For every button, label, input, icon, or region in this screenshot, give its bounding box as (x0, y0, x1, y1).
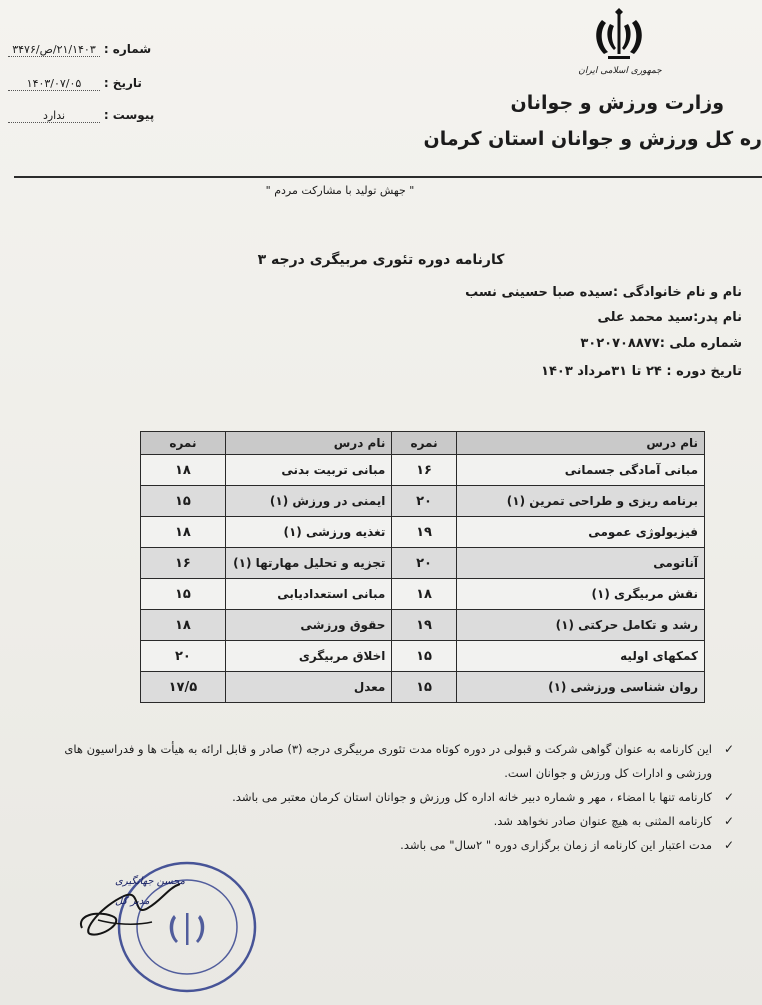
note-item: ✓ مدت اعتبار این کارنامه از زمان برگزاری دوره " ۲سال" می باشد. (34, 833, 734, 857)
subject-cell: روان شناسی ورزشی (۱) (456, 672, 704, 703)
directorate-name: ره کل ورزش و جوانان استان کرمان (423, 128, 762, 150)
grade-cell: ۱۶ (392, 455, 456, 486)
note-item: ✓ کارنامه تنها با امضاء ، مهر و شماره دبیر خانه اداره کل ورزش و جوانان استان کرمان معتبر می باشد. (34, 785, 734, 809)
grades-header-row (141, 432, 705, 455)
subject-cell: کمکهای اولیه (456, 641, 704, 672)
grade-cell: ۱۵ (392, 641, 456, 672)
subject-cell: حقوق ورزشی (225, 610, 392, 641)
header-subject-1: نام درس (456, 432, 704, 455)
table-row (141, 641, 705, 672)
ministry-name: وزارت ورزش و جوانان (510, 92, 724, 114)
note-item: ✓ کارنامه المثنی به هیچ عنوان صادر نخواهد شد. (34, 809, 734, 833)
subject-cell: نقش مربیگری (۱) (456, 579, 704, 610)
header-subject-2: نام درس (225, 432, 392, 455)
subject-cell: ایمنی در ورزش (۱) (225, 486, 392, 517)
number-label: شماره : (103, 42, 152, 56)
note-item: ✓ این کارنامه به عنوان گواهی شرکت و قبولی در دوره کوتاه مدت تئوری مربیگری درجه (۳) صادر و قابل ارائه به هیأت ها و فدراسیون های ورزشی و ادارات کل ورزش و جوانان است. (34, 737, 734, 785)
grade-cell: ۲۰ (392, 548, 456, 579)
header-grade-2: نمره (141, 432, 226, 455)
letter-date-row (8, 76, 142, 91)
grade-cell: ۱۹ (392, 610, 456, 641)
grade-cell: ۱۵ (392, 672, 456, 703)
subject-cell: آناتومی (456, 548, 704, 579)
attachment-row (8, 108, 154, 123)
grade-cell: ۱۸ (141, 455, 226, 486)
grade-cell: ۱۵ (141, 579, 226, 610)
subject-cell: رشد و تکامل حرکتی (۱) (456, 610, 704, 641)
subject-cell: تجزیه و تحلیل مهارتها (۱) (225, 548, 392, 579)
student-name: نام و نام خانوادگی :سیده صبا حسینی نسب (465, 285, 742, 300)
table-row (141, 455, 705, 486)
table-row (141, 486, 705, 517)
signer-title: مدیر کل (115, 896, 150, 907)
subject-cell: مبانی استعدادیابی (225, 579, 392, 610)
subject-cell: تغذیه ورزشی (۱) (225, 517, 392, 548)
header-grade-1: نمره (392, 432, 456, 455)
subject-cell: مبانی تربیت بدنی (225, 455, 392, 486)
signer-name: محسن جهانگیری (115, 876, 186, 887)
table-row (141, 672, 705, 703)
subject-cell: فیزیولوژی عمومی (456, 517, 704, 548)
header-divider (14, 176, 762, 178)
grade-cell: ۱۵ (141, 486, 226, 517)
subject-cell: مبانی آمادگی جسمانی (456, 455, 704, 486)
grade-cell: ۱۸ (141, 610, 226, 641)
date-label: تاریخ : (103, 76, 142, 90)
date-value: ۱۴۰۳/۰۷/۰۵ (8, 77, 100, 91)
iran-emblem-icon (588, 8, 650, 66)
course-period: تاریخ دوره : ۲۴ تا ۳۱مرداد ۱۴۰۳ (541, 364, 742, 379)
table-row (141, 548, 705, 579)
notes-list (34, 737, 734, 857)
grade-cell: ۱۹ (392, 517, 456, 548)
father-name: نام پدر:سید محمد علی (597, 310, 742, 325)
grade-cell: ۲۰ (392, 486, 456, 517)
table-row (141, 579, 705, 610)
grade-cell: ۱۸ (392, 579, 456, 610)
grade-cell: ۱۸ (141, 517, 226, 548)
average-label-cell: معدل (225, 672, 392, 703)
grades-table (140, 431, 705, 703)
number-value: ۲۱/۱۴۰۳/ص/۳۴۷۶ (8, 43, 100, 57)
subject-cell: برنامه ریزی و طراحی تمرین (۱) (456, 486, 704, 517)
grade-cell: ۲۰ (141, 641, 226, 672)
average-value-cell: ۱۷/۵ (141, 672, 226, 703)
attachment-label: پیوست : (103, 108, 155, 122)
table-row (141, 517, 705, 548)
slogan: " جهش تولید با مشارکت مردم " (265, 184, 415, 197)
letter-number-row (8, 42, 151, 57)
attachment-value: ندارد (8, 109, 100, 123)
national-id: شماره ملی :۳۰۲۰۷۰۸۸۷۷ (580, 336, 742, 351)
grade-cell: ۱۶ (141, 548, 226, 579)
country-name: جمهوری اسلامی ایران (578, 66, 662, 76)
report-title: کارنامه دوره تئوری مربیگری درجه ۳ (257, 252, 505, 268)
subject-cell: اخلاق مربیگری (225, 641, 392, 672)
table-row (141, 610, 705, 641)
